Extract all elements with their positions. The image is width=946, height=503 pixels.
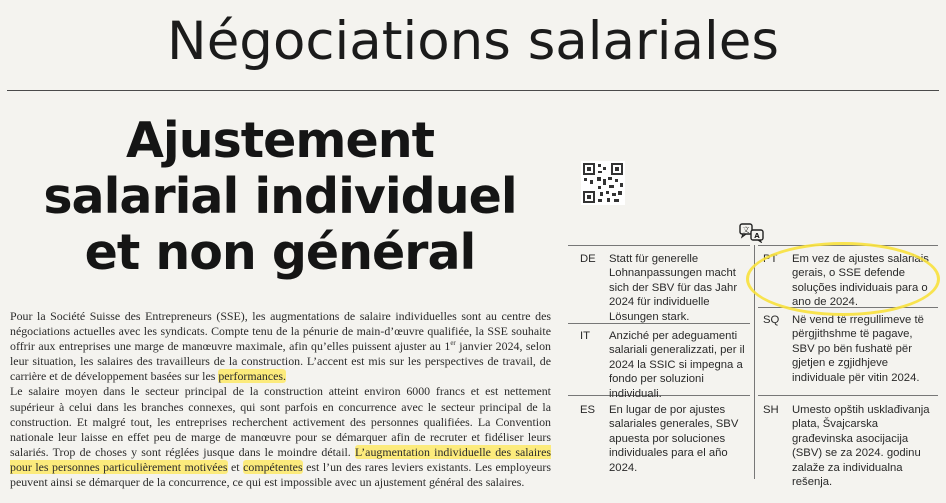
paragraph-text: et: [227, 459, 244, 474]
svg-text:文: 文: [742, 226, 750, 234]
language-code: ES: [580, 404, 596, 416]
headline-line-3: et non général: [84, 224, 476, 281]
headline-line-2: salarial individuel: [43, 168, 517, 225]
translations-box: [568, 245, 938, 495]
superscript: er: [450, 339, 456, 348]
language-code: IT: [580, 330, 591, 342]
highlight-augmentation: L’augmentation individuelle des salaires pour les personnes particulièrement motivées: [10, 444, 551, 474]
qr-code-icon[interactable]: [581, 161, 625, 205]
translation-text: Në vend të rregullimeve të përgjithshme të pagave, SBV po bën fushatë për gjetjen e zgjidhjeve individuale për vitin 2024.: [792, 314, 924, 384]
language-code: SH: [763, 404, 779, 416]
highlight-performances: performances.: [218, 369, 287, 384]
translation-text: En lugar de por ajustes salariales generales, SBV apuesta por soluciones individuales para el año 2024.: [609, 404, 739, 474]
paragraph-text: Le salaire moyen dans le secteur principal de la construction atteint environ 6000 francs et est nettement supérieur à celui dans les branches connexes, qui sont parfois en concurrence avec le secteur principal de la construction. Et malgré tout, les entreprises recherchent activement des personnes qualifiées. La Convention nationale leur laisse en effet peu de marge de manœuvre pour se démarquer afin de recruter et fidéliser leurs salariés. Trop de choses y sont réglées jusque dans le moindre détail.: [10, 384, 551, 459]
svg-text:A: A: [754, 232, 760, 240]
sidebar-divider: [758, 245, 938, 246]
sidebar-divider: [568, 245, 750, 246]
highlight-competentes: compétentes: [243, 459, 303, 474]
translation-text: Anziché per adeguamenti salariali generalizzati, per il 2024 la SSIC si impegna a fondo per soluzioni individuali.: [609, 330, 745, 400]
article-body: [10, 309, 551, 490]
headline: [10, 113, 550, 281]
sidebar-divider: [758, 395, 938, 396]
language-code: DE: [580, 253, 596, 265]
paragraph-text: Pour la Société Suisse des Entrepreneurs (SSE), les augmentations de salaire individuelles sont au centre des négociations actuelles avec les syndicats. Compte tenu de la pénurie de main-d’œuvre qualifiée, la SSE souhaite offrir aux entreprises une marge de manœuvre maximale, afin qu’elles puissent ajuster au 1: [10, 309, 551, 354]
translation-text: Umesto opštih usklađivanja plata, Švajcarska građevinska asocijacija (SBV) se za 2024. godinu zalaže za individualna rešenja.: [792, 404, 930, 489]
article-paragraph-2: [10, 384, 551, 490]
headline-line-1: Ajustement: [125, 112, 435, 169]
paragraph-text: est l’un des rares leviers existants. Les employeurs peuvent ainsi se démarquer de la concurrence, ce qui est impossible avec un ajustement général des salaires.: [10, 459, 551, 490]
translation-text: Em vez de ajustes salariais gerais, o SSE defende soluções individuais para o ano de 2024.: [792, 253, 929, 309]
language-code: PT: [763, 253, 778, 265]
page-title: Négociations salariales: [167, 11, 779, 72]
translation-text: Statt für generelle Lohnanpassungen macht sich der SBV für das Jahr 2024 für individuelle Lösungen stark.: [609, 253, 738, 323]
paragraph-text: janvier 2024, selon leur situation, les salaires des travailleurs de la construction. L’accent est mis sur les perspectives de travail, de carrière et de développement basées sur les: [10, 339, 551, 384]
header-rule: [7, 90, 939, 91]
language-code: SQ: [763, 314, 780, 326]
article-paragraph-1: [10, 309, 551, 384]
translate-icon: [739, 223, 765, 243]
